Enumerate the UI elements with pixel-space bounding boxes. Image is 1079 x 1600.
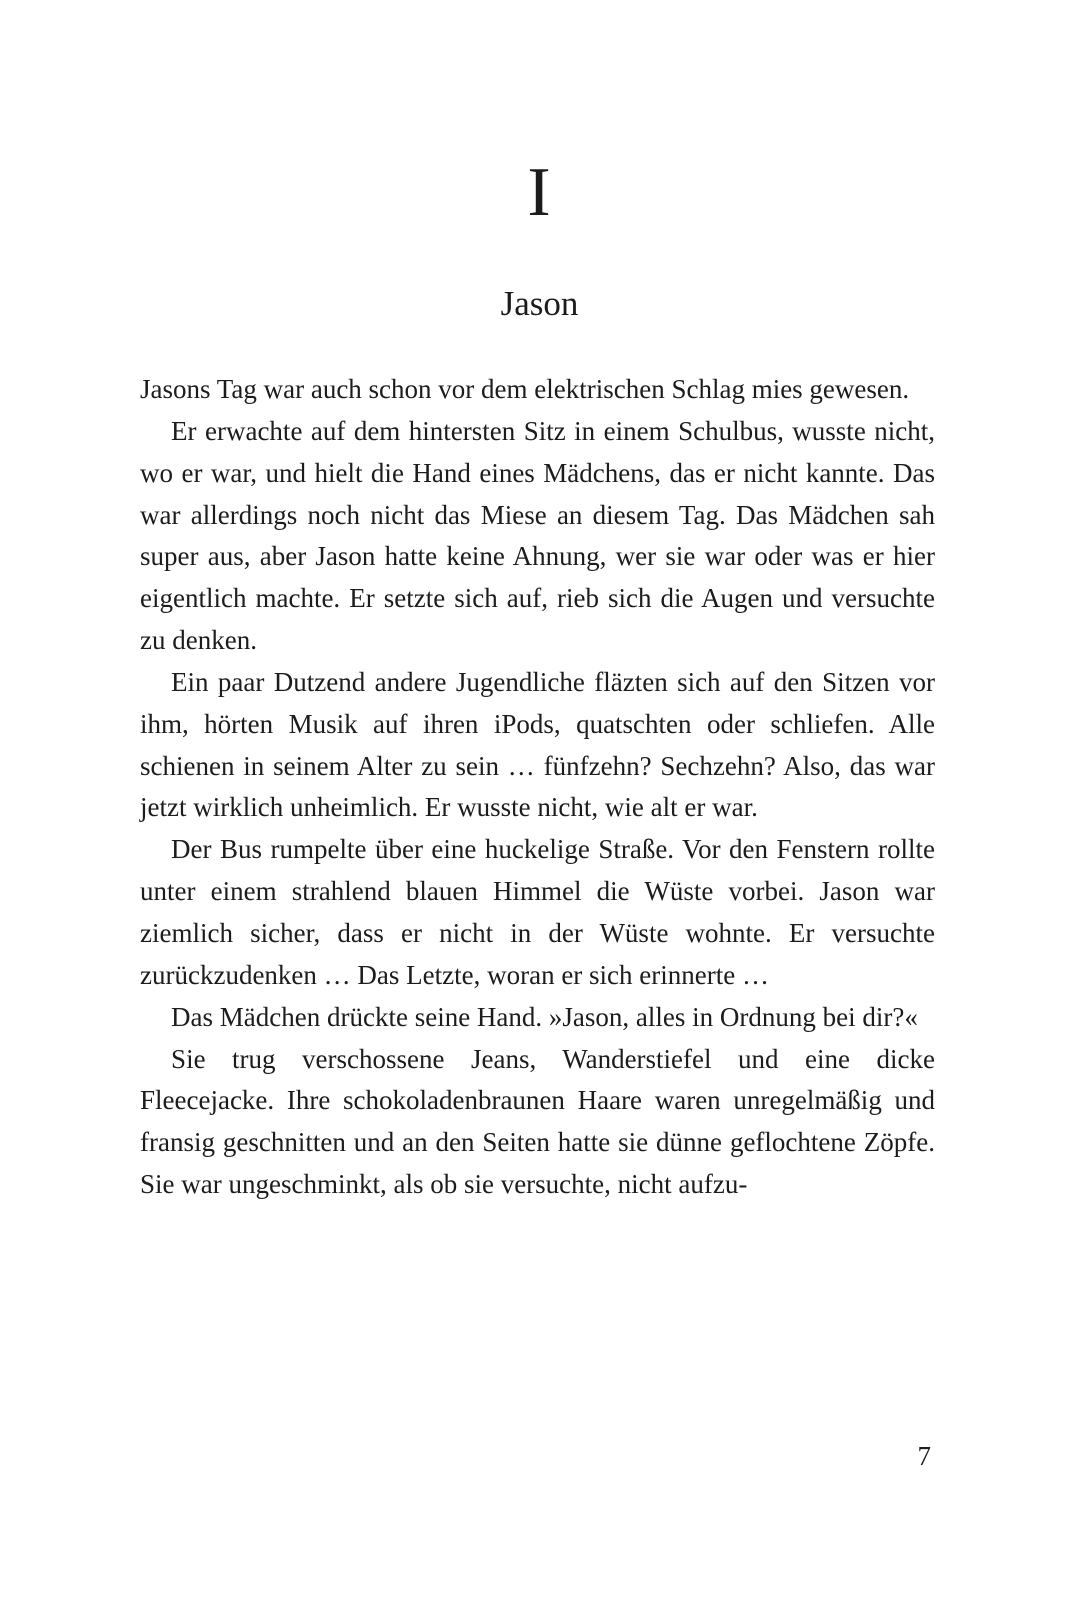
paragraph: Sie trug verschossene Jeans, Wanderstiefel und eine dicke Fleecejacke. Ihre schokoladenbraunen Haare waren unregelmäßig und fransig geschnitten und an den Seiten hatte sie dünne geflochtene Zöpfe. Sie war ungeschminkt, als ob sie versuchte, nicht aufzu- — [140, 1043, 935, 1200]
paragraph: Jasons Tag war auch schon vor dem elektrischen Schlag mies gewesen. — [140, 374, 910, 404]
body-text — [140, 369, 935, 1206]
paragraph: Der Bus rumpelte über eine huckelige Straße. Vor den Fenstern rollte unter einem strahlend blauen Himmel die Wüste vorbei. Jason war ziemlich sicher, dass er nicht in der Wüste wohnte. Er versuchte zurückzudenken … Das Letzte, woran er sich erinnerte … — [140, 834, 935, 990]
paragraph: Er erwachte auf dem hintersten Sitz in einem Schulbus, wusste nicht, wo er war, und hielt die Hand eines Mädchens, das er nicht kannte. Das war allerdings noch nicht das Miese an diesem Tag. Das Mädchen sah super aus, aber Jason hatte keine Ahnung, wer sie war oder was er hier eigentlich machte. Er setzte sich auf, rieb sich die Augen und versuchte zu denken. — [140, 415, 935, 656]
paragraph: Das Mädchen drückte seine Hand. »Jason, alles in Ordnung bei dir?« — [171, 1001, 918, 1032]
chapter-number: I — [527, 154, 552, 231]
chapter-title: Jason — [500, 284, 579, 323]
page-number: 7 — [917, 1441, 931, 1471]
paragraph: Ein paar Dutzend andere Jugendliche fläzten sich auf den Sitzen vor ihm, hörten Musik auf ihren iPods, quatschten oder schliefen. Alle schienen in seinem Alter zu sein … fünfzehn? Sechzehn? Also, das war jetzt wirklich unheimlich. Er wusste nicht, wie alt er war. — [140, 666, 935, 823]
